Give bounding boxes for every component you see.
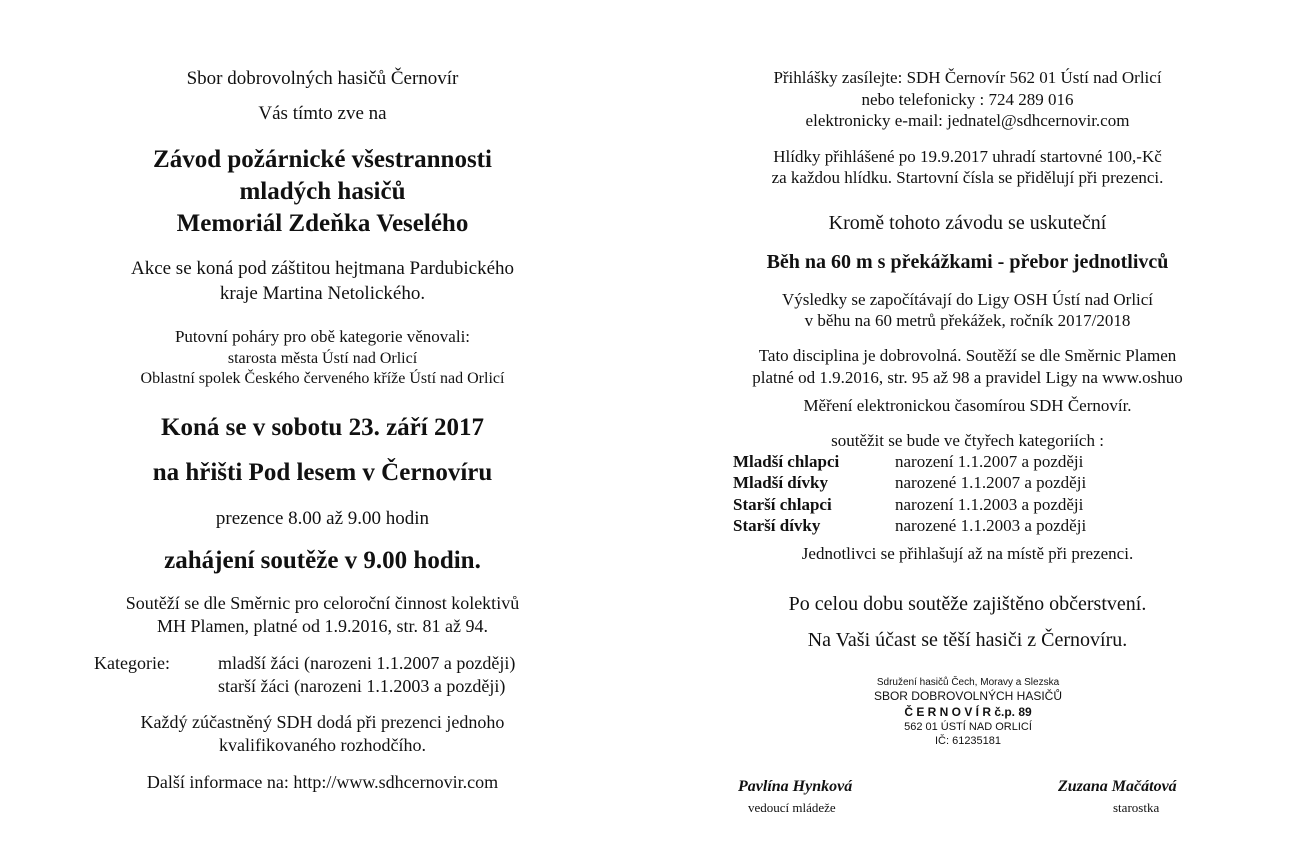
cups-line-1: starosta města Ústí nad Orlicí: [227, 350, 418, 367]
rules-line-2: MH Plamen, platné od 1.9.2016, str. 81 až 94.: [157, 616, 488, 636]
org-line: Sbor dobrovolných hasičů Černovír: [186, 68, 459, 89]
referee-line-1: Každý zúčastněný SDH dodá při prezenci jednoho: [140, 712, 505, 732]
signature-name-right: Zuzana Mačátová: [1058, 778, 1177, 795]
event-title-line-1: Závod požárnické všestrannosti: [153, 146, 492, 173]
event-title-line-2: mladých hasičů: [239, 178, 406, 205]
stamp-line-1: Sdružení hasičů Čech, Moravy a Slezska: [876, 677, 1060, 688]
signature-role-left: vedoucí mládeže: [748, 800, 836, 815]
category-younger: mladší žáci (narozeni 1.1.2007 a později): [218, 653, 516, 673]
welcome-line: Na Vaši účast se těší hasiči z Černovíru.: [807, 629, 1128, 651]
event-date: Koná se v sobotu 23. září 2017: [161, 414, 484, 441]
stamp-line-5: IČ: 61235181: [934, 735, 1002, 747]
cups-line-2: Oblastní spolek Českého červeného kříže Ústí nad Orlicí: [140, 370, 505, 387]
stamp-line-2: SBOR DOBROVOLNÝCH HASIČŮ: [873, 689, 1063, 703]
category-name: Starší chlapci: [733, 495, 832, 514]
contact-line-2: nebo telefonicky : 724 289 016: [861, 90, 1074, 109]
category-name: Mladší dívky: [733, 473, 828, 492]
patron-line-2: kraje Martina Netolického.: [219, 283, 426, 304]
individuals-line: Jednotlivci se přihlašují až na místě při prezenci.: [801, 544, 1134, 563]
category-older: starší žáci (narozeni 1.1.2003 a později): [218, 676, 506, 696]
rules-line-1: Soutěží se dle Směrnic pro celoroční činnost kolektivů: [125, 593, 520, 613]
category-birth: narozené 1.1.2007 a později: [895, 473, 1087, 492]
also-line: Kromě tohoto závodu se uskuteční: [828, 212, 1107, 234]
categories-label: Kategorie:: [94, 653, 170, 673]
signature-name-left: Pavlína Hynková: [738, 778, 853, 795]
league-line-1: Výsledky se započítávají do Ligy OSH Ústí nad Orlicí: [781, 290, 1154, 309]
contact-line-1: Přihlášky zasílejte: SDH Černovír 562 01 Ústí nad Orlicí: [773, 68, 1162, 87]
organization-stamp: [853, 676, 1083, 748]
category-birth: narozené 1.1.2003 a později: [895, 516, 1087, 535]
info-line: Další informace na: http://www.sdhcernovir.com: [146, 772, 499, 792]
league-line-2: v běhu na 60 metrů překážek, ročník 2017/2018: [804, 311, 1131, 330]
categories-heading: soutěžit se bude ve čtyřech kategoriích :: [831, 431, 1104, 450]
referee-line-2: kvalifikovaného rozhodčího.: [219, 735, 426, 755]
category-name: Starší dívky: [733, 516, 821, 535]
timing-line: Měření elektronickou časomírou SDH Černovír.: [803, 396, 1132, 415]
patron-line-1: Akce se koná pod záštitou hejtmana Pardubického: [130, 258, 515, 279]
cups-heading: Putovní poháry pro obě kategorie věnovali:: [174, 327, 471, 346]
category-name: Mladší chlapci: [733, 452, 840, 471]
refreshment-line: Po celou dobu soutěže zajištěno občerstvení.: [788, 593, 1147, 615]
event-title-line-3: Memoriál Zdeňka Veselého: [176, 210, 469, 237]
event-place: na hřišti Pod lesem v Černovíru: [152, 459, 493, 486]
discipline-line-2: platné od 1.9.2016, str. 95 až 98 a pravidel Ligy na www.oshuo: [752, 368, 1183, 387]
category-birth: narození 1.1.2007 a později: [895, 452, 1084, 471]
contact-line-3: elektronicky e-mail: jednatel@sdhcernovir.com: [805, 111, 1130, 130]
fee-line-2: za každou hlídku. Startovní čísla se přidělují při prezenci.: [771, 168, 1164, 187]
stamp-line-4: 562 01 ÚSTÍ NAD ORLICÍ: [904, 721, 1032, 733]
category-birth: narození 1.1.2003 a později: [895, 495, 1084, 514]
invite-line: Vás tímto zve na: [258, 103, 387, 124]
start-time: zahájení soutěže v 9.00 hodin.: [164, 547, 481, 574]
discipline-line-1: Tato disciplina je dobrovolná. Soutěží se dle Směrnic Plamen: [758, 346, 1177, 365]
race-title: Běh na 60 m s překážkami - přebor jednotlivců: [766, 251, 1169, 273]
registration-time: prezence 8.00 až 9.00 hodin: [215, 508, 430, 529]
signature-role-right: starostka: [1113, 800, 1160, 815]
fee-line-1: Hlídky přihlášené po 19.9.2017 uhradí startovné 100,-Kč: [773, 147, 1162, 166]
stamp-line-3: Č E R N O V Í R č.p. 89: [904, 705, 1032, 719]
